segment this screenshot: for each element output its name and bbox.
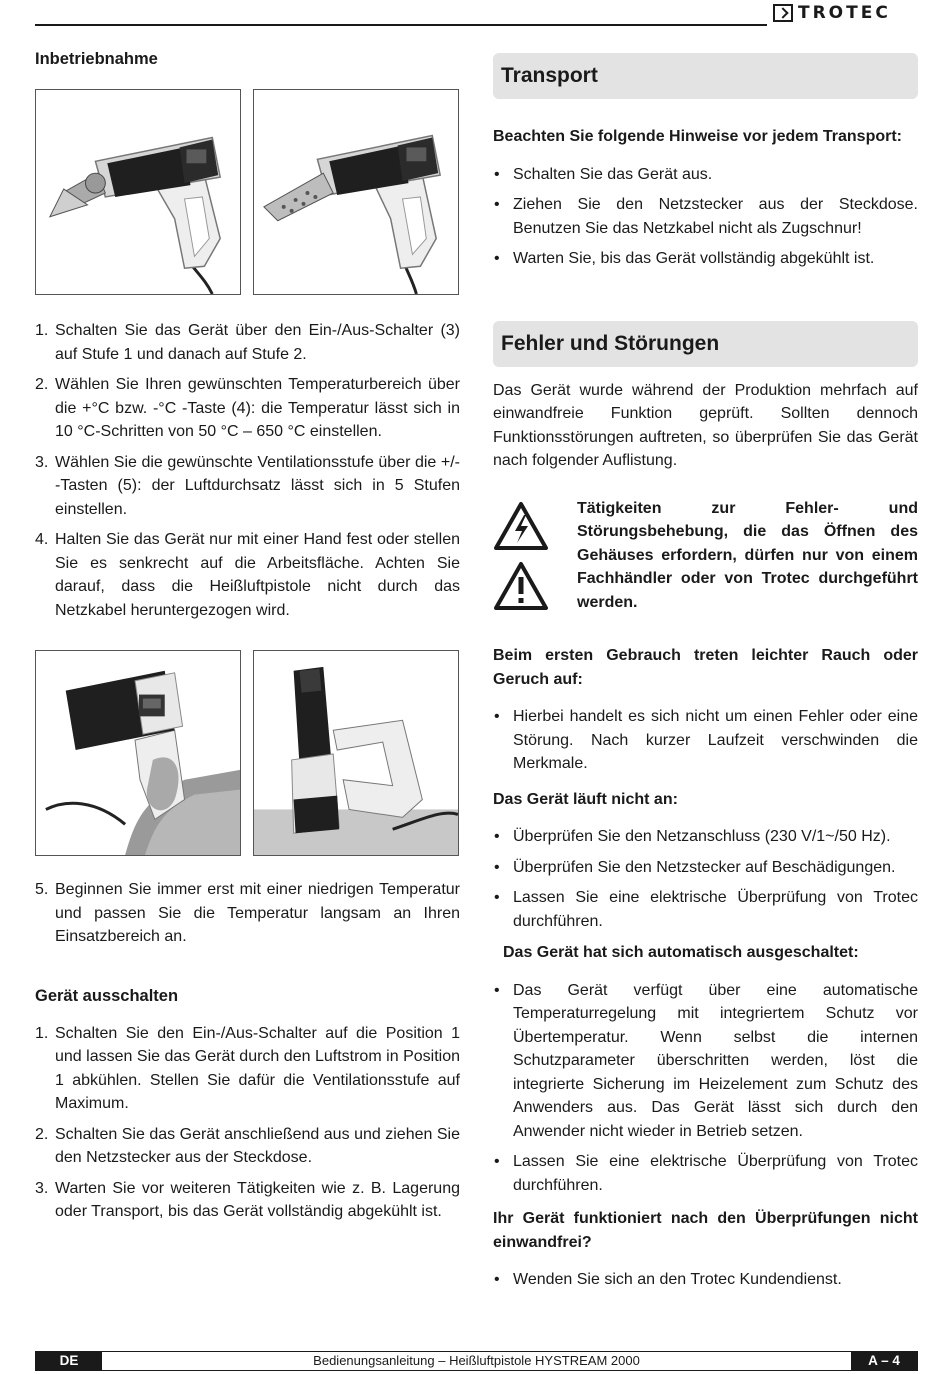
list-item: 4. Halten Sie das Gerät nur mit einer Hand fest oder stellen Sie es senkrecht auf die Arbeitsfläche. Achten Sie darauf, dass die Heißluftpistole nicht durch das Netzkabel heruntergezogen wird. xyxy=(35,531,460,619)
page-number: A – 4 xyxy=(851,1352,917,1370)
right-column xyxy=(493,53,918,1299)
section-banner-faults: Fehler und Störungen xyxy=(493,321,918,367)
bullet-icon: • xyxy=(494,196,500,213)
warning-block xyxy=(493,497,918,615)
section-title-switch-off: Gerät ausschalten xyxy=(35,986,179,1005)
list-item: 3. Wählen Sie die gewünschte Ventilationsstufe über die +/- -Tasten (5): der Luftdurchsatz lässt sich in 5 Stufen einstellen. xyxy=(35,453,460,518)
photo-row-top xyxy=(35,89,460,295)
commissioning-steps-continued xyxy=(35,878,460,949)
list-item: • Lassen Sie eine elektrische Überprüfung von Trotec durchführen. xyxy=(493,886,918,933)
list-item: • Hierbei handelt es sich nicht um einen Fehler oder eine Störung. Nach kurzer Laufzeit verschwinden die Merkmale. xyxy=(493,705,918,776)
brand-name: TROTEC xyxy=(798,3,891,23)
list-item: • Wenden Sie sich an den Trotec Kundendienst. xyxy=(493,1268,918,1292)
photo-heat-gun-flat-nozzle xyxy=(253,89,459,295)
electric-hazard-icon xyxy=(493,501,549,551)
list-item: 3. Warten Sie vor weiteren Tätigkeiten wie z. B. Lagerung oder Transport, bis das Gerät vollständig abgekühlt ist. xyxy=(35,1179,460,1220)
page-footer xyxy=(35,1351,918,1371)
left-column xyxy=(35,48,460,1231)
bullet-icon: • xyxy=(494,1271,500,1288)
list-item: • Ziehen Sie den Netzstecker aus der Steckdose. Benutzen Sie das Netzkabel nicht als Zugschnur! xyxy=(493,193,918,240)
not-starting-list xyxy=(493,825,918,933)
bullet-icon: • xyxy=(494,889,500,906)
section-banner-transport: Transport xyxy=(493,53,918,99)
bullet-icon: • xyxy=(494,165,500,183)
list-item: 2. Schalten Sie das Gerät anschließend aus und ziehen Sie den Netzstecker aus der Steckdose. xyxy=(35,1125,460,1166)
warning-icons xyxy=(493,497,555,615)
photo-heat-gun-round-nozzle xyxy=(35,89,241,295)
list-item: • Das Gerät verfügt über eine automatische Temperaturregelung mit integriertem Schutz vor Übertemperatur. Wenn selbst die internen Schutzparameter überschritten werden, löst die integrierte Sicherung im Heizelement zum Schutz des Anwenders aus. Das Gerät lässt sich durch den Anwender nicht wieder in Betrieb setzen. xyxy=(493,979,918,1144)
still-faulty-heading: Ihr Gerät funktioniert nach den Überprüfungen nicht einwandfrei? xyxy=(493,1210,918,1251)
brand-arrow-icon xyxy=(773,4,793,22)
general-warning-icon xyxy=(493,561,549,611)
switch-off-steps xyxy=(35,1022,460,1224)
smoke-heading: Beim ersten Gebrauch treten leichter Rauch oder Geruch auf: xyxy=(493,647,918,688)
bullet-icon: • xyxy=(494,981,500,999)
list-item: • Überprüfen Sie den Netzanschluss (230 V/1~/50 Hz). xyxy=(493,825,918,849)
list-item: 1. Schalten Sie den Ein-/Aus-Schalter auf die Position 1 und lassen Sie das Gerät durch den Luftstrom in Position 1 abkühlen. Stellen Sie dafür die Ventilationsstufe auf Maximum. xyxy=(35,1024,460,1112)
section-title-commissioning: Inbetriebnahme xyxy=(35,50,158,68)
warning-text: Tätigkeiten zur Fehler- und Störungsbehebung, die das Öffnen des Gehäuses erfordern, dürfen nur von einem Fachhändler oder von Trotec durchgeführt werden. xyxy=(577,499,918,611)
list-item: • Warten Sie, bis das Gerät vollständig abgekühlt ist. xyxy=(493,247,918,271)
photo-heat-gun-held-in-hand xyxy=(35,650,241,856)
bullet-icon: • xyxy=(494,1153,500,1170)
list-item: 5. Beginnen Sie immer erst mit einer niedrigen Temperatur und passen Sie die Temperatur langsam an Ihren Einsatzbereich an. xyxy=(35,881,460,945)
brand-logo xyxy=(773,2,891,24)
auto-off-list xyxy=(493,979,918,1198)
list-item: • Schalten Sie das Gerät aus. xyxy=(493,163,918,187)
list-item: • Überprüfen Sie den Netzstecker auf Beschädigungen. xyxy=(493,856,918,880)
bullet-icon: • xyxy=(494,828,500,845)
commissioning-steps xyxy=(35,319,460,622)
language-badge: DE xyxy=(36,1352,102,1370)
faults-intro: Das Gerät wurde während der Produktion mehrfach auf einwandfreie Funktion geprüft. Sollten dennoch Funktionsstörungen auftreten, so überprüfen Sie das Gerät nach folgender Auflistung. xyxy=(493,381,918,469)
bullet-icon: • xyxy=(494,858,500,876)
smoke-list xyxy=(493,705,918,776)
auto-off-heading: Das Gerät hat sich automatisch ausgeschaltet: xyxy=(503,944,859,961)
photo-heat-gun-standing-upright xyxy=(253,650,459,856)
footer-title: Bedienungsanleitung – Heißluftpistole HYSTREAM 2000 xyxy=(313,1353,640,1369)
still-faulty-list xyxy=(493,1268,918,1292)
bullet-icon: • xyxy=(494,250,500,267)
list-item: 1. Schalten Sie das Gerät über den Ein-/Aus-Schalter (3) auf Stufe 1 und danach auf Stufe 2. xyxy=(35,322,460,363)
bullet-icon: • xyxy=(494,708,500,725)
photo-row-bottom xyxy=(35,650,460,856)
list-item: 2. Wählen Sie Ihren gewünschten Temperaturbereich über die +°C bzw. -°C -Taste (4): die Temperatur lässt sich in 10 °C-Schritten von 50 °C – 650 °C einstellen. xyxy=(35,376,460,440)
header-rule xyxy=(35,24,767,26)
not-starting-heading: Das Gerät läuft nicht an: xyxy=(493,790,678,808)
transport-intro: Beachten Sie folgende Hinweise vor jedem Transport: xyxy=(493,128,902,145)
transport-list xyxy=(493,163,918,271)
list-item: • Lassen Sie eine elektrische Überprüfung von Trotec durchführen. xyxy=(493,1150,918,1197)
